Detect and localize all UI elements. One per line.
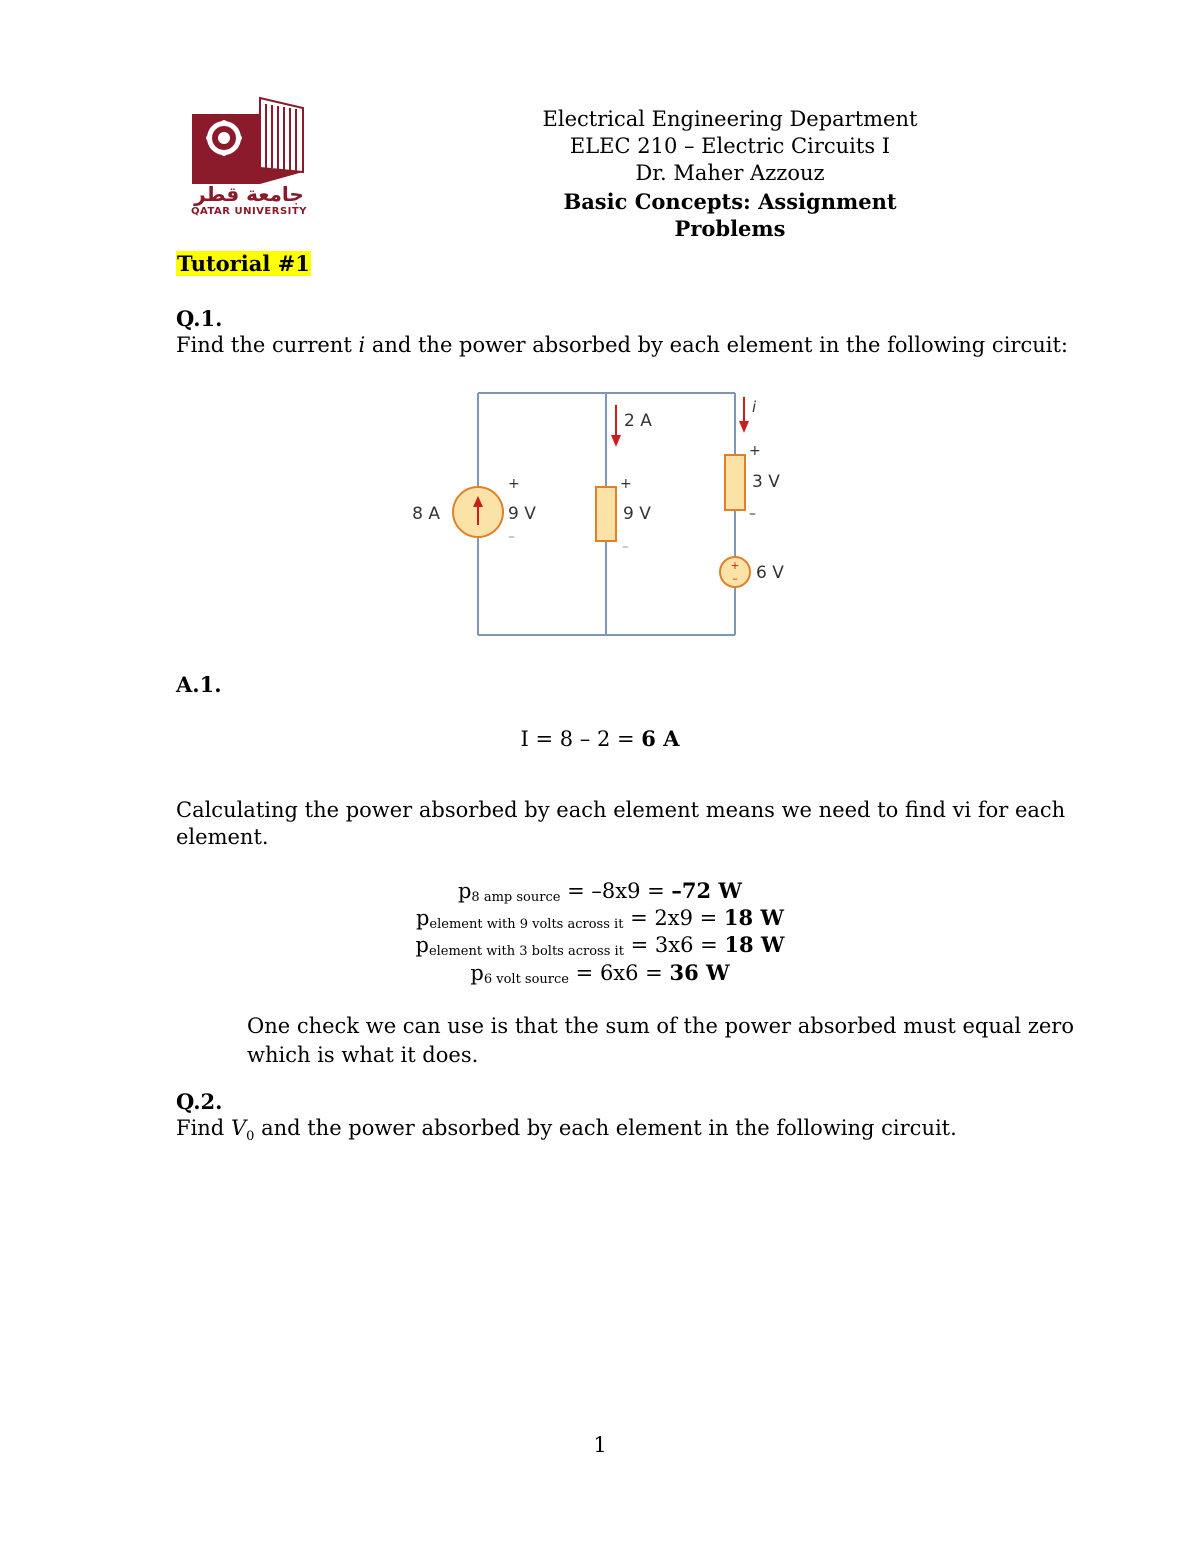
- q2-variable-subscript: 0: [246, 1129, 255, 1145]
- voltage-source-label: 6 V: [756, 563, 784, 583]
- circuit-diagram: [395, 385, 815, 645]
- source-minus-sign: –: [508, 529, 515, 545]
- tutorial-heading: [176, 250, 311, 278]
- source-current-label: 8 A: [412, 504, 440, 524]
- current-equation: [380, 725, 820, 753]
- current-equation-expr: I = 8 – 2 =: [520, 727, 642, 751]
- branch-current-label: 2 A: [624, 411, 652, 431]
- right-current-label: i: [752, 398, 757, 416]
- instructor-name: Dr. Maher Azzouz: [635, 161, 825, 185]
- voltage-source-minus-icon: –: [732, 572, 738, 585]
- a1-explanation: Calculating the power absorbed by each element means we need to find vi for each: [176, 798, 1066, 822]
- right-current-arrow-icon: [739, 421, 749, 433]
- check-text-line1: One check we can use is that the sum of the power absorbed must equal zero: [247, 1014, 1074, 1038]
- right-voltage-label: 3 V: [752, 472, 780, 492]
- power-equation: $p_{element with 3 bolts across it} = 3x6 = 18$ W: [415, 932, 785, 959]
- course-name: ELEC 210 – Electric Circuits I: [569, 134, 891, 158]
- source-voltage-label: 9 V: [508, 504, 536, 524]
- branch-current-arrow-icon: [611, 435, 621, 447]
- q1-text: [176, 332, 1068, 359]
- check-text-line2: which is what it does.: [247, 1043, 479, 1067]
- power-equation: $p_{6 volt source} = 6x6 = 36$ W: [470, 960, 730, 987]
- current-equation-result: 6 A: [641, 726, 680, 751]
- page-number: 1: [593, 1433, 607, 1457]
- q2-label: Q.2.: [176, 1089, 223, 1114]
- q1-label: Q.1.: [176, 306, 223, 331]
- tutorial-label: Tutorial #1: [177, 251, 310, 276]
- voltage-source-plus-icon: +: [730, 559, 740, 572]
- middle-element: [596, 487, 616, 541]
- department-name: Electrical Engineering Department: [542, 107, 918, 131]
- right-element: [725, 455, 745, 510]
- logo-arabic-text: جامعة قطر: [194, 182, 304, 206]
- source-plus-sign: +: [508, 476, 520, 492]
- power-equation: $p_{8 amp source} = -8x9 = -72$ W: [457, 878, 743, 905]
- logo-english-text: QATAR UNIVERSITY: [191, 206, 307, 217]
- a1-label: A.1.: [176, 672, 222, 697]
- q1-text-after: and the power absorbed by each element in the following circuit:: [365, 333, 1068, 357]
- power-equation: $p_{element with 9 volts across it} = 2x9 = 18$ W: [415, 905, 785, 932]
- middle-minus-sign: –: [622, 539, 629, 555]
- a1-explanation-cont: element.: [176, 825, 269, 849]
- q2-variable: V: [230, 1116, 247, 1140]
- q1-text-before: Find the current: [176, 333, 359, 357]
- right-plus-sign: +: [749, 443, 761, 459]
- qatar-university-logo: [190, 96, 315, 226]
- middle-plus-sign: +: [620, 476, 632, 492]
- document-title: Basic Concepts: Assignment Problems: [563, 189, 897, 241]
- q1-variable: i: [358, 333, 366, 357]
- right-minus-sign: –: [749, 506, 756, 522]
- q2-text: Find $V_0$ and the power absorbed by each element in the following circuit.: [176, 1116, 957, 1145]
- middle-voltage-label: 9 V: [623, 504, 651, 524]
